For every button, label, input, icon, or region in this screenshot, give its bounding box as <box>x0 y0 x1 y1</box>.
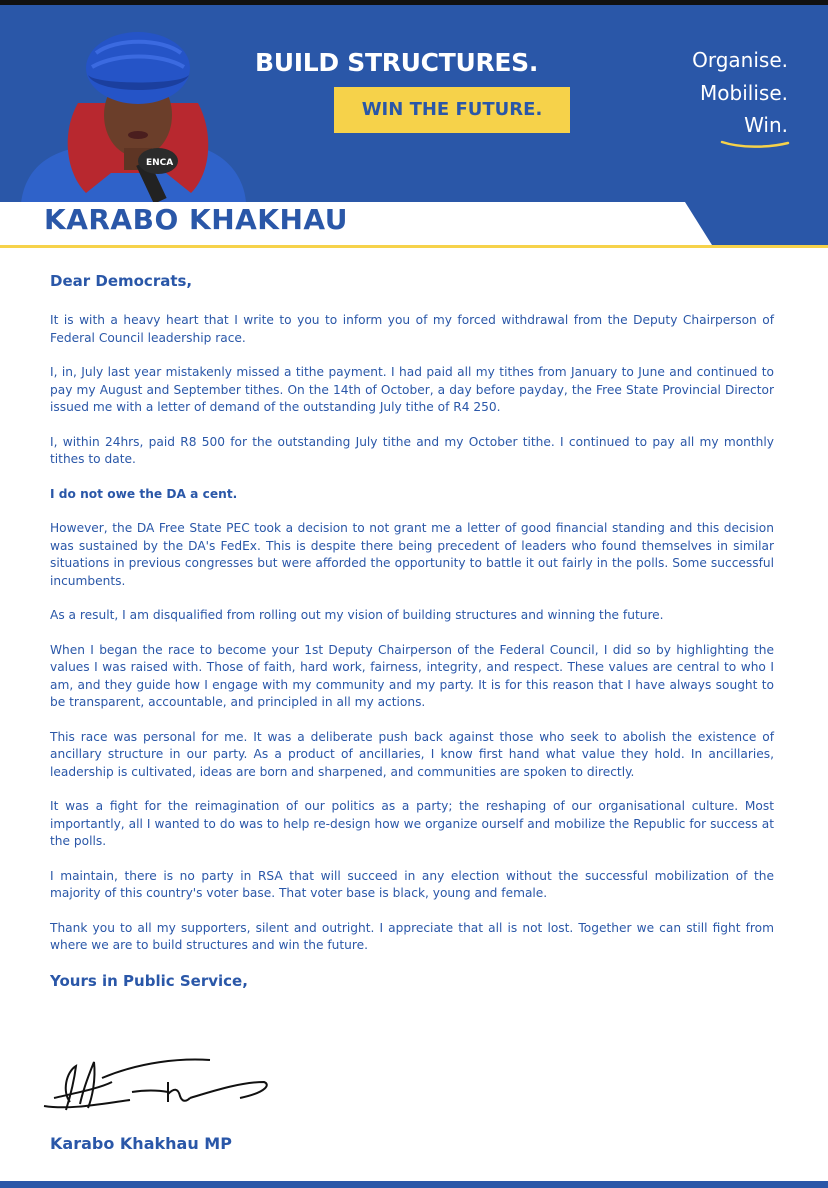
letter-greeting: Dear Democrats, <box>50 272 193 290</box>
paragraph-6: As a result, I am disqualified from rolling out my vision of building structures and winning the future. <box>50 608 664 622</box>
paragraph-9: It was a fight for the reimagination of our politics as a party; the reshaping of our organisational culture. Most importantly, all I wanted to do was to help re-design how we organize ourself and mobilize the Republic for success at the polls. <box>50 799 774 848</box>
paragraph-4-emphasis: I do not owe the DA a cent. <box>50 486 238 501</box>
tagline-win: Win. <box>744 113 788 137</box>
paragraph-2: I, in, July last year mistakenly missed a tithe payment. I had paid all my tithes from January to June and continued to pay my August and September tithes. On the 14th of October, a day before payday, the Free State Provincial Director issued me with a letter of demand of the outstanding July tithe of R4 250. <box>50 365 774 414</box>
slogan-box <box>334 87 570 133</box>
slogan-subline: WIN THE FUTURE. <box>361 99 543 120</box>
tagline-mobilise: Mobilise. <box>700 81 788 105</box>
paragraph-5: However, the DA Free State PEC took a decision to not grant me a letter of good financial standing and this decision was sustained by the DA's FedEx. This is despite there being precedent of leaders who found themselves in similar situations in previous congresses but were afforded the opportunity to battle it out fairly in the polls. Some successful incumbents. <box>50 521 774 588</box>
bottom-border <box>0 1181 828 1188</box>
portrait-image <box>16 23 246 203</box>
tagline-organise: Organise. <box>692 48 788 72</box>
handwritten-signature <box>40 1052 280 1122</box>
signer-name: Karabo Khakhau MP <box>50 1134 232 1153</box>
paragraph-10: I maintain, there is no party in RSA that will succeed in any election without the successful mobilization of the majority of this country's voter base. That voter base is black, young and female. <box>50 868 774 900</box>
paragraph-8: This race was personal for me. It was a deliberate push back against those who seek to abolish the existence of ancillary structure in our party. As a product of ancillaries, I know first hand what value they hold. In ancillaries, leadership is cultivated, ideas are born and sharpened, and communities are spoken to directly. <box>50 729 774 779</box>
paragraph-11: Thank you to all my supporters, silent and outright. I appreciate that all is not lost. Together we can still fight from where we are to build structures and win the future. <box>50 920 774 952</box>
paragraph-3: I, within 24hrs, paid R8 500 for the outstanding July tithe and my October tithe. I continued to pay all my monthly tithes to date. <box>50 434 774 466</box>
letterhead-banner <box>0 5 828 248</box>
letter-body <box>50 272 774 990</box>
letter-closing: Yours in Public Service, <box>50 971 248 990</box>
paragraph-1: It is with a heavy heart that I write to you to inform you of my forced withdrawal from the Deputy Chairperson of Federal Council leadership race. <box>50 313 774 345</box>
win-underline-swoosh <box>720 139 790 149</box>
microphone-label: ENCA <box>146 158 174 168</box>
paragraph-7: When I began the race to become your 1st Deputy Chairperson of the Federal Council, I did so by highlighting the values I was raised with. Those of faith, hard work, fairness, integrity, and respect. These values are central to who I am, and they guide how I engage with my community and my party. It is for this reason that I have always sought to be transparent, accountable, and principled in all my actions. <box>50 642 774 709</box>
slogan-headline: BUILD STRUCTURES. <box>255 48 539 77</box>
candidate-name: KARABO KHAKHAU <box>44 203 348 236</box>
